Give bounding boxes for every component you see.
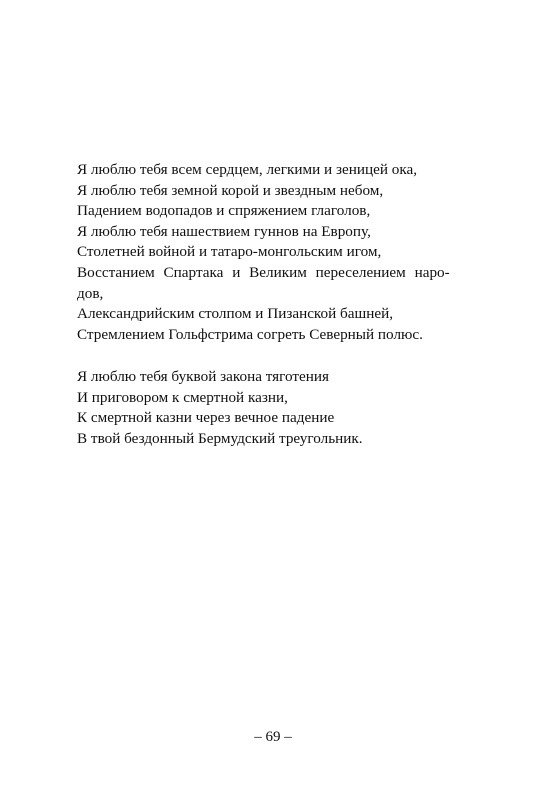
stanza-1 [77,160,459,345]
poem-line: Я люблю тебя буквой закона тяготения [77,368,330,385]
poem-line: Александрийским столпом и Пизанской башней, [77,305,394,323]
poem-line: Восстанием Спартака и Великим переселением наро- [77,263,450,281]
stanza-2 [77,367,363,449]
poem-line: К смертной казни через вечное падение [77,409,335,427]
poem-line: Я люблю тебя земной корой и звездным небом, [77,181,384,199]
poem-line: Я люблю тебя нашествием гуннов на Европу, [77,222,371,240]
poem-line: Столетней войной и татаро-монгольским игом, [77,243,382,261]
poem-line: Стремлением Гольфстрима согреть Северный полюс. [77,325,423,343]
page-number: – 69 – [254,729,292,745]
poem-line: В твой бездонный Бермудский треугольник. [77,429,363,447]
poem-line: дов, [77,284,104,302]
poem-line: Я люблю тебя всем сердцем, легкими и зеницей ока, [77,161,418,178]
poem-line: Падением водопадов и спряжением глаголов, [77,202,371,220]
poem-line: И приговором к смертной казни, [77,388,288,406]
